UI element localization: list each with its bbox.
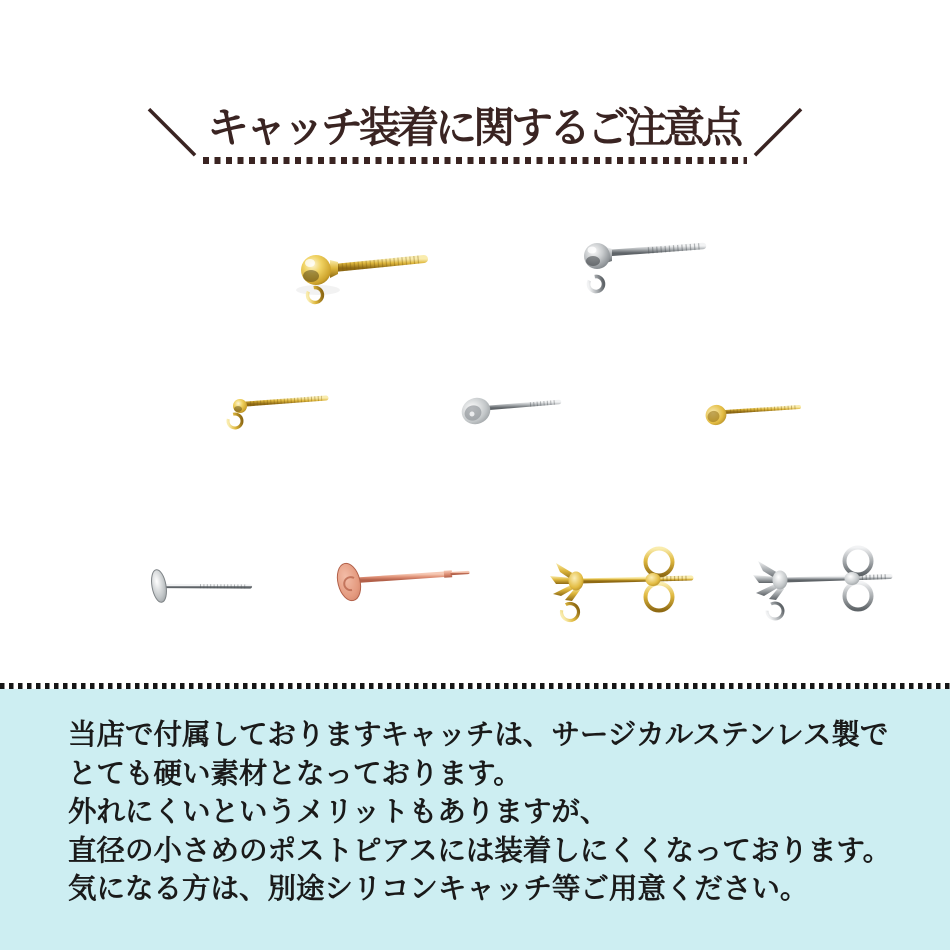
silver-prong-post-with-butterfly-catch: [753, 548, 890, 622]
post: [360, 574, 448, 580]
loop: [227, 413, 243, 429]
pad-disc: [334, 561, 365, 603]
loop: [764, 600, 786, 622]
title-right-slash: ／: [753, 106, 803, 162]
post: [487, 402, 559, 408]
loop: [587, 275, 604, 292]
post: [246, 398, 326, 404]
silver-flat-pad-post: [149, 569, 258, 604]
notice-text: [68, 716, 930, 909]
title-left-slash: ＼: [146, 106, 197, 162]
notice-line-2: とても硬い素材となっております。: [68, 757, 522, 790]
notice-line-3: 外れにくいというメリットもありますが、: [68, 796, 609, 828]
rose-gold-flat-pad-post: [334, 561, 468, 603]
title-text: キャッチ装着に関するご注意点: [203, 104, 747, 163]
prong-cup: [753, 561, 788, 600]
notice-section: [0, 689, 950, 950]
loop: [558, 600, 581, 623]
pad-disc: [149, 569, 169, 604]
prong-cup: [550, 563, 584, 601]
silver-ball-post-with-loop: [584, 243, 703, 293]
post: [609, 246, 703, 253]
silver-cup-post: [458, 394, 559, 429]
gold-ball-post-with-loop-small: [227, 398, 326, 429]
notice-line-5: 気になる方は、別途シリコンキャッチ等ご用意ください。: [68, 873, 809, 905]
gold-prong-post-with-butterfly-catch: [550, 549, 691, 624]
gold-cup-post: [703, 402, 799, 428]
gold-ball-post-with-loop-large: [296, 255, 424, 304]
notice-line-1: 当店で付属しておりますキャッチは、サージカルステンレス製で: [68, 719, 889, 751]
notice-line-4: 直径の小さめのポストピアスには装着しにくくなっております。: [68, 834, 892, 867]
